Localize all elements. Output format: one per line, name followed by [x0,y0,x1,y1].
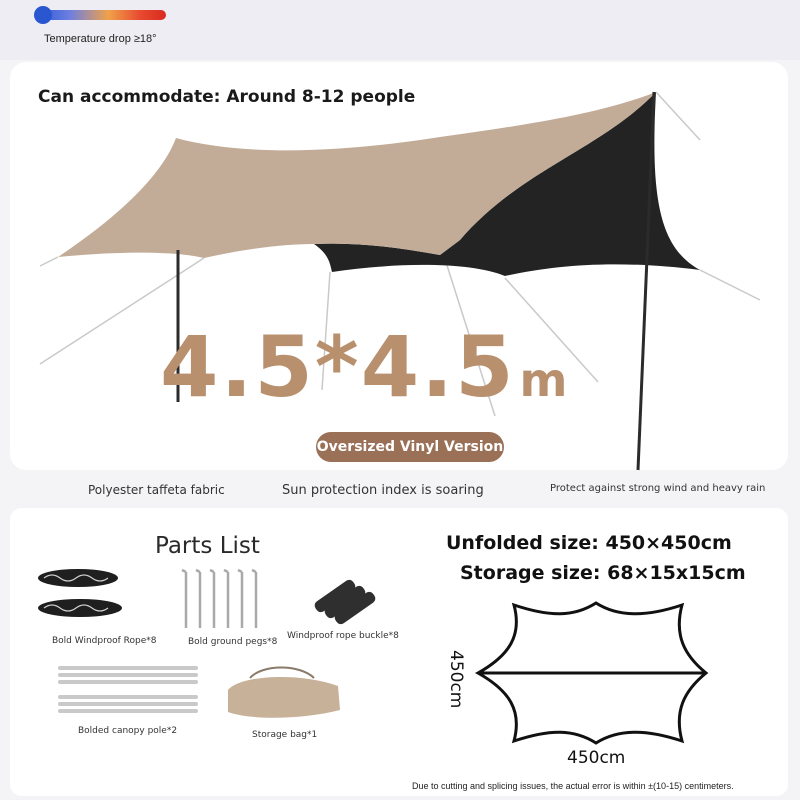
windproof-rope-image [38,569,122,617]
ground-pegs-image [182,570,256,628]
height-label: 450cm [446,650,466,709]
part-buckle-label: Windproof rope buckle*8 [287,631,399,641]
parts-list-title: Parts List [155,533,260,559]
capacity-text: Can accommodate: Around 8-12 people [38,87,416,107]
feature-fabric: Polyester taffeta fabric [88,483,225,497]
feature-wind-rain: Protect against strong wind and heavy rain [550,483,766,494]
part-pegs-label: Bold ground pegs*8 [188,637,278,647]
rope-buckle-image [313,578,378,626]
width-label: 450cm [567,748,626,768]
canopy-poles-image [58,666,198,713]
size-unit: m [519,353,570,407]
temperature-label: Temperature drop ≥18° [44,33,157,45]
feature-sun-protection: Sun protection index is soaring [282,483,484,498]
storage-size: Storage size: 68×15x15cm [460,562,746,584]
part-bag-label: Storage bag*1 [252,730,318,740]
error-disclaimer: Due to cutting and splicing issues, the actual error is within ±(10-15) centimeters. [412,781,734,791]
part-pole-label: Bolded canopy pole*2 [78,726,178,736]
canopy-outline-diagram [470,595,720,755]
size-number: 4.5*4.5 [160,318,516,416]
canopy-size-heading [160,318,569,416]
part-rope-label: Bold Windproof Rope*8 [52,636,157,646]
version-badge: Oversized Vinyl Version [316,432,504,462]
parts-illustrations [0,560,420,760]
unfolded-size: Unfolded size: 450×450cm [446,532,732,554]
storage-bag-image [228,668,340,718]
